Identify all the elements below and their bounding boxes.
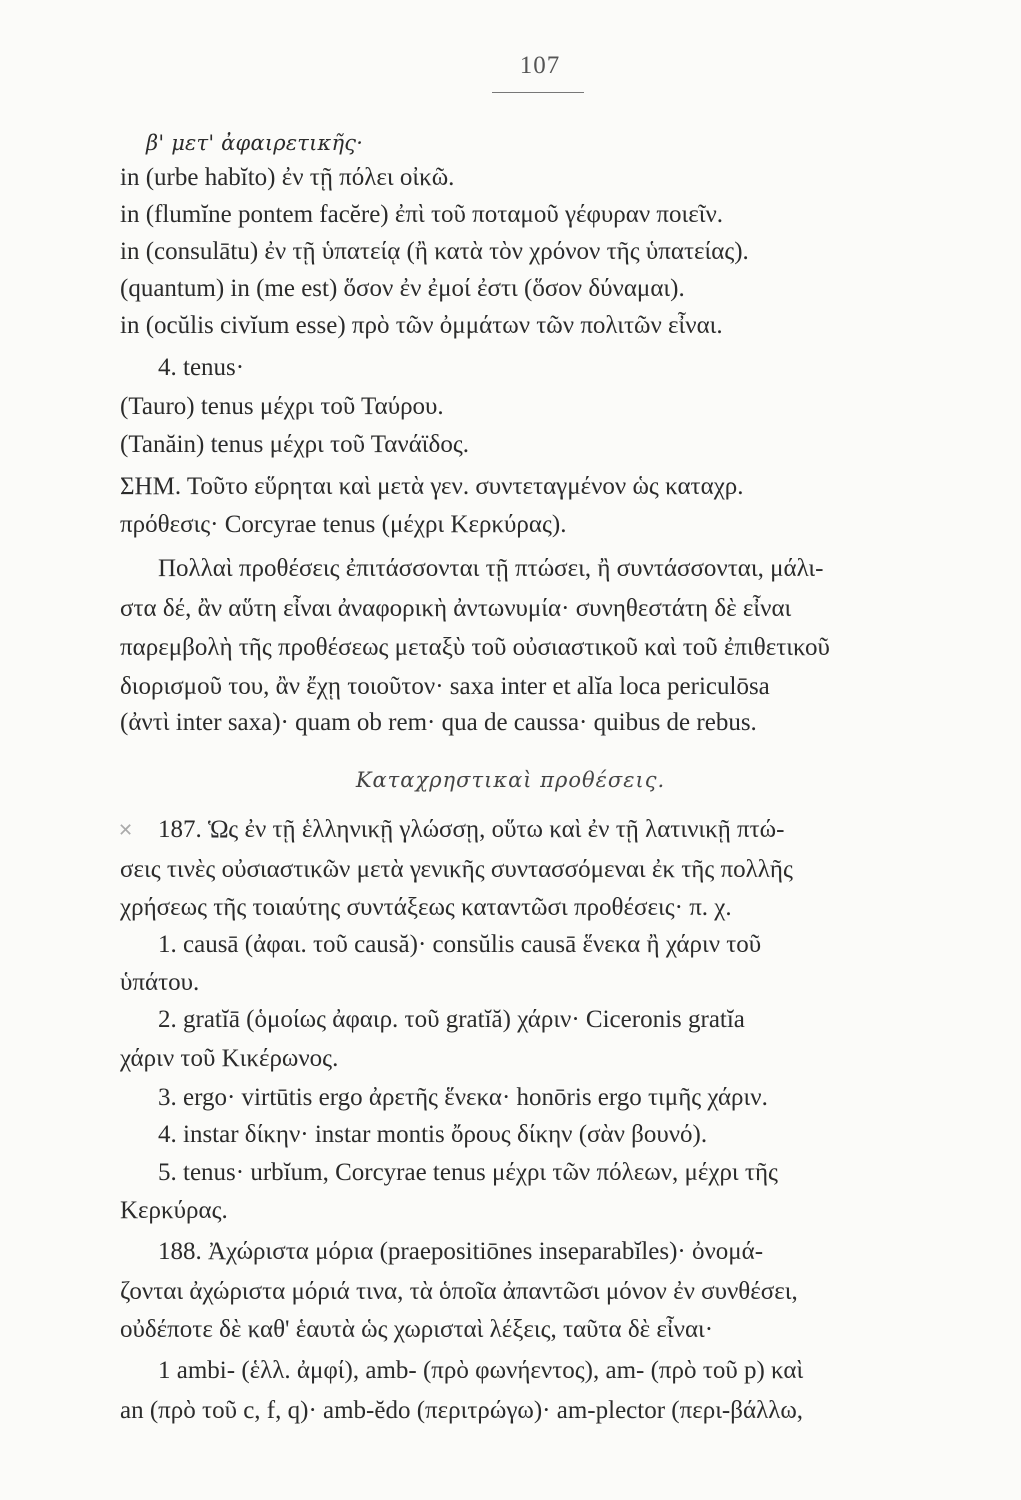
- text-line: in (flumĭne pontem facĕre) ἐπὶ τοῦ ποταμοῦ γέφυραν ποιεῖν.: [120, 201, 724, 228]
- text-line: στα δέ, ἂν αὕτη εἶναι ἀναφορικὴ ἀντωνυμία· συνηθεστάτη δὲ εἶναι: [120, 595, 792, 622]
- text-line: 5. tenus· urbĭum, Corcyrae tenus μέχρι τῶν πόλεων, μέχρι τῆς: [158, 1159, 778, 1186]
- text-line: β' μετ' ἀφαιρετικῆς·: [146, 131, 364, 155]
- text-line: Κερκύρας.: [120, 1197, 228, 1224]
- text-line: in (consulātu) ἐν τῇ ὑπατείᾳ (ἢ κατὰ τὸν χρόνον τῆς ὑπατείας).: [120, 238, 749, 265]
- text-line: ΣΗΜ. Τοῦτο εὕρηται καὶ μετὰ γεν. συντεταγμένον ὡς καταχρ.: [120, 473, 744, 500]
- text-line: 188. Ἀχώριστα μόρια (praepositiōnes inseparabĭles)· ὀνομά-: [158, 1238, 764, 1265]
- text-line: (Tanăin) tenus μέχρι τοῦ Τανάϊδος.: [120, 431, 469, 458]
- text-line: (ἀντὶ inter saxa)· quam ob rem· qua de caussa· quibus de rebus.: [120, 709, 757, 736]
- text-line: διορισμοῦ του, ἂν ἔχῃ τοιοῦτον· saxa inter et alĭa loca periculōsa: [120, 673, 770, 700]
- text-line: παρεμβολὴ τῆς προθέσεως μεταξὺ τοῦ οὐσιαστικοῦ καὶ τοῦ ἐπιθετικοῦ: [120, 634, 830, 661]
- text-line: 4. instar δίκην· instar montis ὄρους δίκην (σὰν βουνό).: [158, 1121, 708, 1148]
- text-line: ζονται ἀχώριστα μόριά τινα, τὰ ὁποῖα ἀπαντῶσι μόνον ἐν συνθέσει,: [120, 1278, 798, 1305]
- text-line: πρόθεσις· Corcyrae tenus (μέχρι Κερκύρας).: [120, 511, 567, 538]
- text-line: χάριν τοῦ Κικέρωνος.: [120, 1045, 339, 1072]
- page-number-rule: [492, 92, 584, 93]
- text-line: 1. causā (ἀφαι. τοῦ causă)· consŭlis causā ἕνεκα ἢ χάριν τοῦ: [158, 931, 762, 958]
- text-line: Πολλαὶ προθέσεις ἐπιτάσσονται τῇ πτώσει, ἢ συντάσσονται, μάλι-: [158, 555, 824, 582]
- text-line: ὑπάτου.: [120, 969, 200, 996]
- text-line: in (ocŭlis civĭum esse) πρὸ τῶν ὀμμάτων τῶν πολιτῶν εἶναι.: [120, 312, 723, 339]
- text-line: (Tauro) tenus μέχρι τοῦ Ταύρου.: [120, 393, 444, 420]
- text-line: 2. gratĭā (ὁμοίως ἀφαιρ. τοῦ gratĭă) χάριν· Ciceronis gratĭa: [158, 1006, 745, 1033]
- text-line: an (πρὸ τοῦ c, f, q)· amb-ĕdo (περιτρώγω)· am-plector (περι-βάλλω,: [120, 1397, 804, 1424]
- text-line: οὐδέποτε δὲ καθ' ἑαυτὰ ὡς χωρισταὶ λέξεις, ταῦτα δὲ εἶναι·: [120, 1316, 714, 1343]
- text-line: 187. Ὡς ἐν τῇ ἑλληνικῇ γλώσσῃ, οὕτω καὶ ἐν τῇ λατινικῇ πτώ-: [158, 816, 785, 843]
- text-line: (quantum) in (me est) ὅσον ἐν ἐμοί ἐστι (ὅσον δύναμαι).: [120, 275, 685, 302]
- text-line: σεις τινὲς οὐσιαστικῶν μετὰ γενικῆς συντασσόμεναι ἐκ τῆς πολλῆς: [120, 856, 793, 883]
- text-line: 4. tenus·: [158, 354, 245, 381]
- section-heading: Καταχρηστικαὶ προθέσεις.: [355, 768, 666, 792]
- text-line: 1 ambi- (ἑλλ. ἀμφί), amb- (πρὸ φωνήεντος), am- (πρὸ τοῦ p) καὶ: [158, 1357, 804, 1384]
- page-number: 107: [519, 52, 561, 79]
- margin-mark: ✕: [118, 820, 134, 841]
- text-line: in (urbe habĭto) ἐν τῇ πόλει οἰκῶ.: [120, 164, 455, 191]
- text-line: χρήσεως τῆς τοιαύτης συντάξεως καταντῶσι προθέσεις· π. χ.: [120, 894, 732, 921]
- text-line: 3. ergo· virtūtis ergo ἀρετῆς ἕνεκα· honōris ergo τιμῆς χάριν.: [158, 1084, 768, 1111]
